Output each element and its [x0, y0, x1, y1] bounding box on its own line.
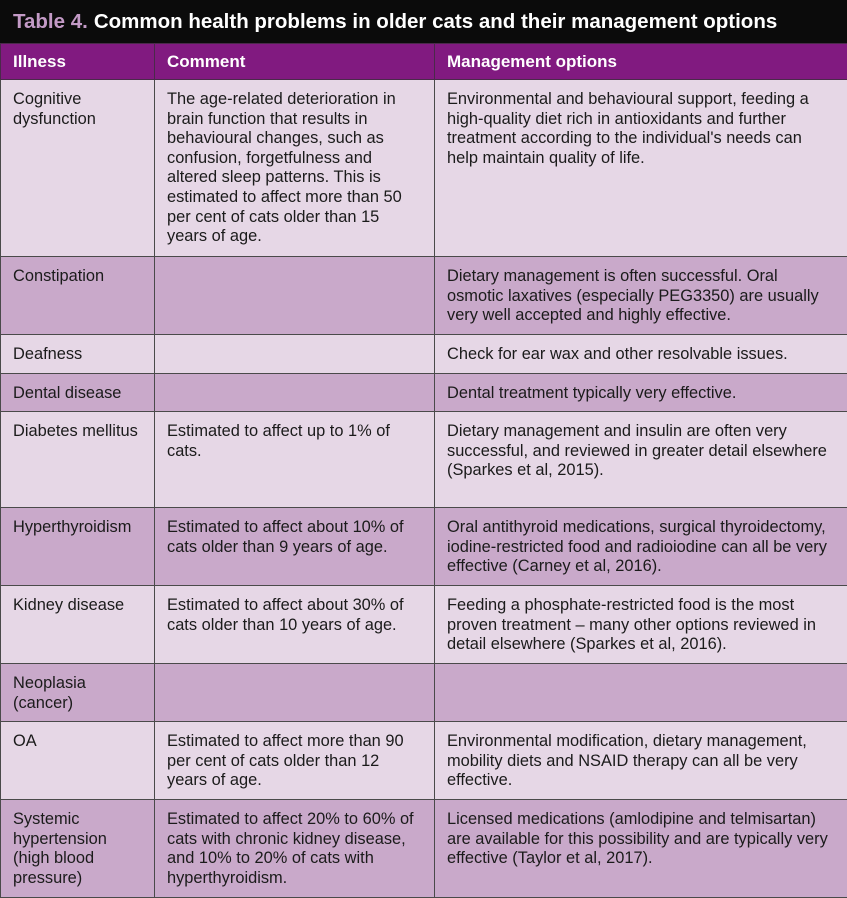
table-row	[1, 373, 847, 412]
comment-cell: Estimated to affect about 30% of cats older than 10 years of age.	[155, 586, 435, 664]
table-row	[1, 508, 847, 586]
illness-cell: Diabetes mellitus	[1, 412, 155, 508]
header-management: Management options	[435, 44, 847, 80]
header-illness: Illness	[1, 44, 155, 80]
illness-cell: OA	[1, 722, 155, 800]
management-cell: Dietary management and insulin are often very successful, and reviewed in greater detail elsewhere (Sparkes et al, 2015).	[435, 412, 847, 508]
health-problems-table	[0, 43, 847, 898]
comment-cell: Estimated to affect 20% to 60% of cats with chronic kidney disease, and 10% to 20% of cats with hyperthyroidism.	[155, 800, 435, 897]
header-comment: Comment	[155, 44, 435, 80]
management-cell	[435, 663, 847, 721]
header-row	[1, 44, 847, 80]
management-cell: Check for ear wax and other resolvable issues.	[435, 335, 847, 374]
table-row	[1, 257, 847, 335]
comment-cell	[155, 373, 435, 412]
table-row	[1, 412, 847, 508]
table-row	[1, 335, 847, 374]
table-title	[0, 0, 847, 43]
illness-cell: Systemic hypertension (high blood pressure)	[1, 800, 155, 897]
illness-cell: Cognitive dysfunction	[1, 80, 155, 257]
management-cell: Environmental and behavioural support, feeding a high-quality diet rich in antioxidants and further treatment according to the individual's needs can help maintain quality of life.	[435, 80, 847, 257]
management-cell: Dental treatment typically very effective.	[435, 373, 847, 412]
table-row	[1, 722, 847, 800]
comment-cell	[155, 335, 435, 374]
table-row	[1, 800, 847, 897]
illness-cell: Constipation	[1, 257, 155, 335]
comment-cell: Estimated to affect up to 1% of cats.	[155, 412, 435, 508]
table-row	[1, 586, 847, 664]
management-cell: Environmental modification, dietary management, mobility diets and NSAID therapy can all be very effective.	[435, 722, 847, 800]
table-caption: Common health problems in older cats and their management options	[94, 10, 777, 34]
illness-cell: Kidney disease	[1, 586, 155, 664]
table-number: Table 4.	[13, 10, 88, 34]
management-cell: Dietary management is often successful. Oral osmotic laxatives (especially PEG3350) are usually very well accepted and highly effective.	[435, 257, 847, 335]
comment-cell: Estimated to affect about 10% of cats older than 9 years of age.	[155, 508, 435, 586]
illness-cell: Deafness	[1, 335, 155, 374]
illness-cell: Hyperthyroidism	[1, 508, 155, 586]
comment-cell: The age-related deterioration in brain function that results in behavioural changes, such as confusion, forgetfulness and altered sleep patterns. This is estimated to affect more than 50 per cent of cats older than 15 years of age.	[155, 80, 435, 257]
table-row	[1, 663, 847, 721]
comment-cell	[155, 663, 435, 721]
management-cell: Licensed medications (amlodipine and telmisartan) are available for this possibility and are typically very effective (Taylor et al, 2017).	[435, 800, 847, 897]
management-cell: Feeding a phosphate-restricted food is the most proven treatment – many other options reviewed in detail elsewhere (Sparkes et al, 2016).	[435, 586, 847, 664]
illness-cell: Dental disease	[1, 373, 155, 412]
comment-cell: Estimated to affect more than 90 per cent of cats older than 12 years of age.	[155, 722, 435, 800]
management-cell: Oral antithyroid medications, surgical thyroidectomy, iodine-restricted food and radioiodine can all be very effective (Carney et al, 2016).	[435, 508, 847, 586]
illness-cell: Neoplasia (cancer)	[1, 663, 155, 721]
comment-cell	[155, 257, 435, 335]
table-row	[1, 80, 847, 257]
